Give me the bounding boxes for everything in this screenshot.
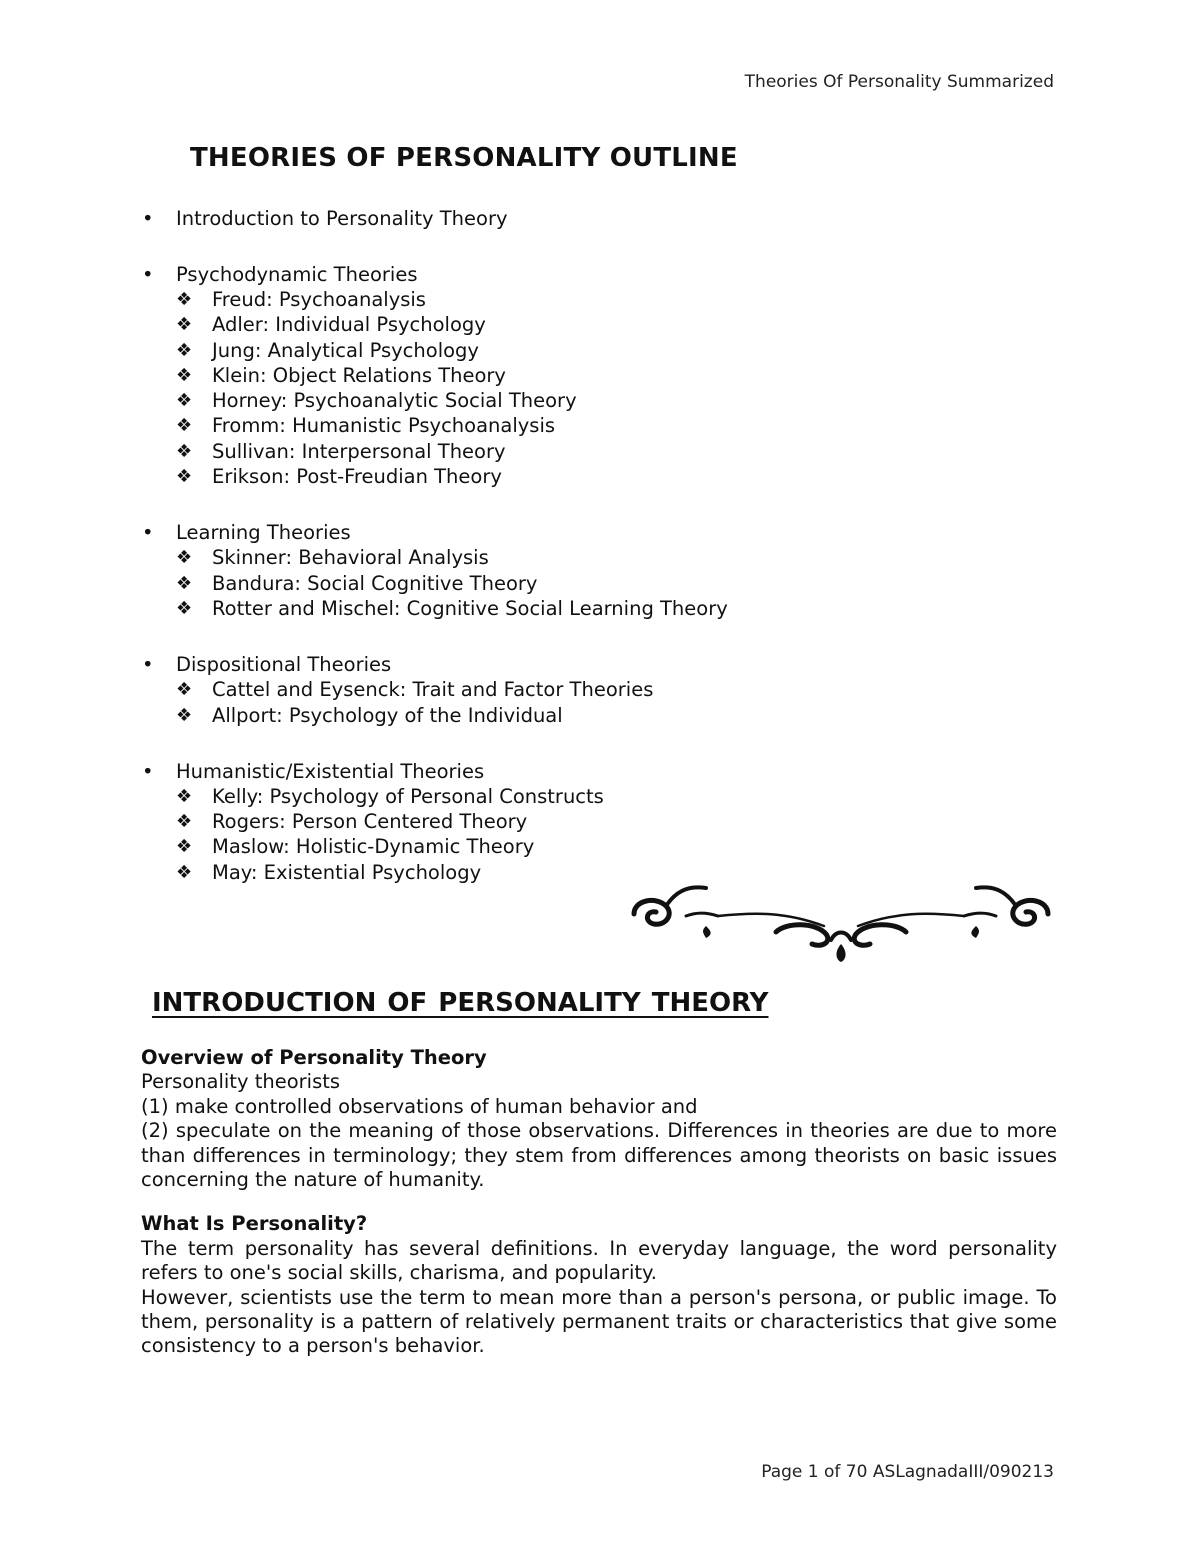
outline-subitem-label: Erikson: Post-Freudian Theory (212, 465, 502, 489)
diamond-bullet-icon: ❖ (176, 597, 193, 619)
outline-subitem-label: Bandura: Social Cognitive Theory (212, 571, 538, 595)
outline-subitem (140, 363, 1060, 388)
diamond-bullet-icon: ❖ (176, 339, 193, 361)
outline-subitem (140, 287, 1060, 312)
outline-section-label: Psychodynamic Theories (176, 263, 418, 286)
diamond-bullet-icon: ❖ (176, 415, 193, 437)
outline-subitem-label: Adler: Individual Psychology (212, 313, 486, 337)
personality-paragraph: The term personality has several definitions. In everyday language, the word personality refers to one's social skills, charisma, and popularity. (141, 1236, 1057, 1285)
outline-subitem (140, 677, 1060, 702)
page-footer: Page 1 of 70 ASLagnadaIII/090213 (761, 1462, 1054, 1482)
diamond-bullet-icon: ❖ (176, 811, 193, 833)
diamond-bullet-icon: ❖ (176, 836, 193, 858)
outline-subitem (140, 784, 1060, 809)
decorative-flourish-icon (626, 882, 1056, 964)
diamond-bullet-icon: ❖ (176, 861, 193, 883)
outline-subitem (140, 703, 1060, 728)
outline-subitem-label: Horney: Psychoanalytic Social Theory (212, 389, 577, 413)
what-is-personality-heading: What Is Personality? (141, 1212, 368, 1236)
outline-section-heading (140, 262, 1060, 287)
outline-subitem (140, 834, 1060, 859)
outline-section-heading (140, 520, 1060, 545)
bullet-icon: • (142, 653, 154, 677)
outline-subitem-label: Maslow: Holistic-Dynamic Theory (212, 835, 535, 859)
outline-subitem-label: Jung: Analytical Psychology (212, 338, 479, 362)
outline-subitem (140, 338, 1060, 363)
outline-subitem-label: Fromm: Humanistic Psychoanalysis (212, 414, 556, 438)
diamond-bullet-icon: ❖ (176, 679, 193, 701)
running-header: Theories Of Personality Summarized (744, 72, 1054, 92)
outline-sublist (140, 784, 1060, 885)
personality-paragraph: However, scientists use the term to mean more than a person's persona, or public image. To them, personality is a pattern of relatively permanent traits or characteristics that give some consistency to a person's behavior. (141, 1285, 1057, 1358)
outline-section-heading (140, 759, 1060, 784)
diamond-bullet-icon: ❖ (176, 364, 193, 386)
outline-subitem (140, 545, 1060, 570)
outline-section-label: Introduction to Personality Theory (176, 207, 508, 230)
outline-section (140, 759, 1060, 885)
outline-subitem (140, 439, 1060, 464)
outline-subitem-label: Kelly: Psychology of Personal Constructs (212, 784, 604, 808)
outline-section (140, 520, 1060, 621)
bullet-icon: • (142, 207, 154, 230)
diamond-bullet-icon: ❖ (176, 785, 193, 807)
outline-subitem (140, 464, 1060, 489)
introduction-body (141, 1046, 1057, 1359)
diamond-bullet-icon: ❖ (176, 390, 193, 412)
outline-subitem (140, 312, 1060, 337)
outline-subitem-label: Allport: Psychology of the Individual (212, 703, 563, 727)
diamond-bullet-icon: ❖ (176, 289, 193, 310)
outline-subitem-label: Skinner: Behavioral Analysis (212, 546, 489, 570)
outline-sublist (140, 677, 1060, 728)
outline-list (140, 206, 1060, 916)
overview-line: Personality theorists (141, 1070, 341, 1094)
outline-subitem (140, 596, 1060, 621)
outline-subitem-label: May: Existential Psychology (212, 860, 482, 884)
outline-subitem (140, 809, 1060, 834)
outline-subitem-label: Rotter and Mischel: Cognitive Social Learning Theory (212, 596, 728, 620)
overview-line: (2) speculate on the meaning of those observations. Differences in theories are due to more than differences in terminology; they stem from differences among theorists on basic issues concerning the nature of humanity. (141, 1119, 1057, 1192)
outline-subitem-label: Rogers: Person Centered Theory (212, 810, 528, 834)
outline-sublist (140, 287, 1060, 489)
diamond-bullet-icon: ❖ (176, 466, 193, 488)
diamond-bullet-icon: ❖ (176, 704, 193, 726)
diamond-bullet-icon: ❖ (176, 314, 193, 336)
outline-section-label: Humanistic/Existential Theories (176, 759, 485, 783)
outline-subitem-label: Klein: Object Relations Theory (212, 363, 506, 387)
outline-section (140, 262, 1060, 489)
outline-subitem-label: Cattel and Eysenck: Trait and Factor Theories (212, 678, 654, 702)
outline-subitem-label: Sullivan: Interpersonal Theory (212, 439, 506, 463)
outline-sublist (140, 545, 1060, 621)
diamond-bullet-icon: ❖ (176, 572, 193, 594)
outline-section-label: Learning Theories (176, 521, 351, 545)
bullet-icon: • (142, 759, 154, 783)
outline-section (140, 652, 1060, 728)
outline-title: THEORIES OF PERSONALITY OUTLINE (190, 143, 738, 173)
diamond-bullet-icon: ❖ (176, 547, 193, 569)
outline-section-heading (140, 652, 1060, 677)
diamond-bullet-icon: ❖ (176, 440, 193, 462)
bullet-icon: • (142, 521, 154, 545)
outline-subitem-label: Freud: Psychoanalysis (212, 288, 426, 311)
outline-subitem (140, 571, 1060, 596)
outline-subitem (140, 388, 1060, 413)
overview-line: (1) make controlled observations of human behavior and (141, 1094, 698, 1118)
outline-subitem (140, 413, 1060, 438)
outline-section (140, 206, 1060, 231)
introduction-title: INTRODUCTION OF PERSONALITY THEORY (152, 988, 769, 1018)
outline-section-label: Dispositional Theories (176, 653, 392, 677)
bullet-icon: • (142, 263, 154, 286)
overview-heading: Overview of Personality Theory (141, 1046, 487, 1069)
outline-section-heading (140, 206, 1060, 231)
